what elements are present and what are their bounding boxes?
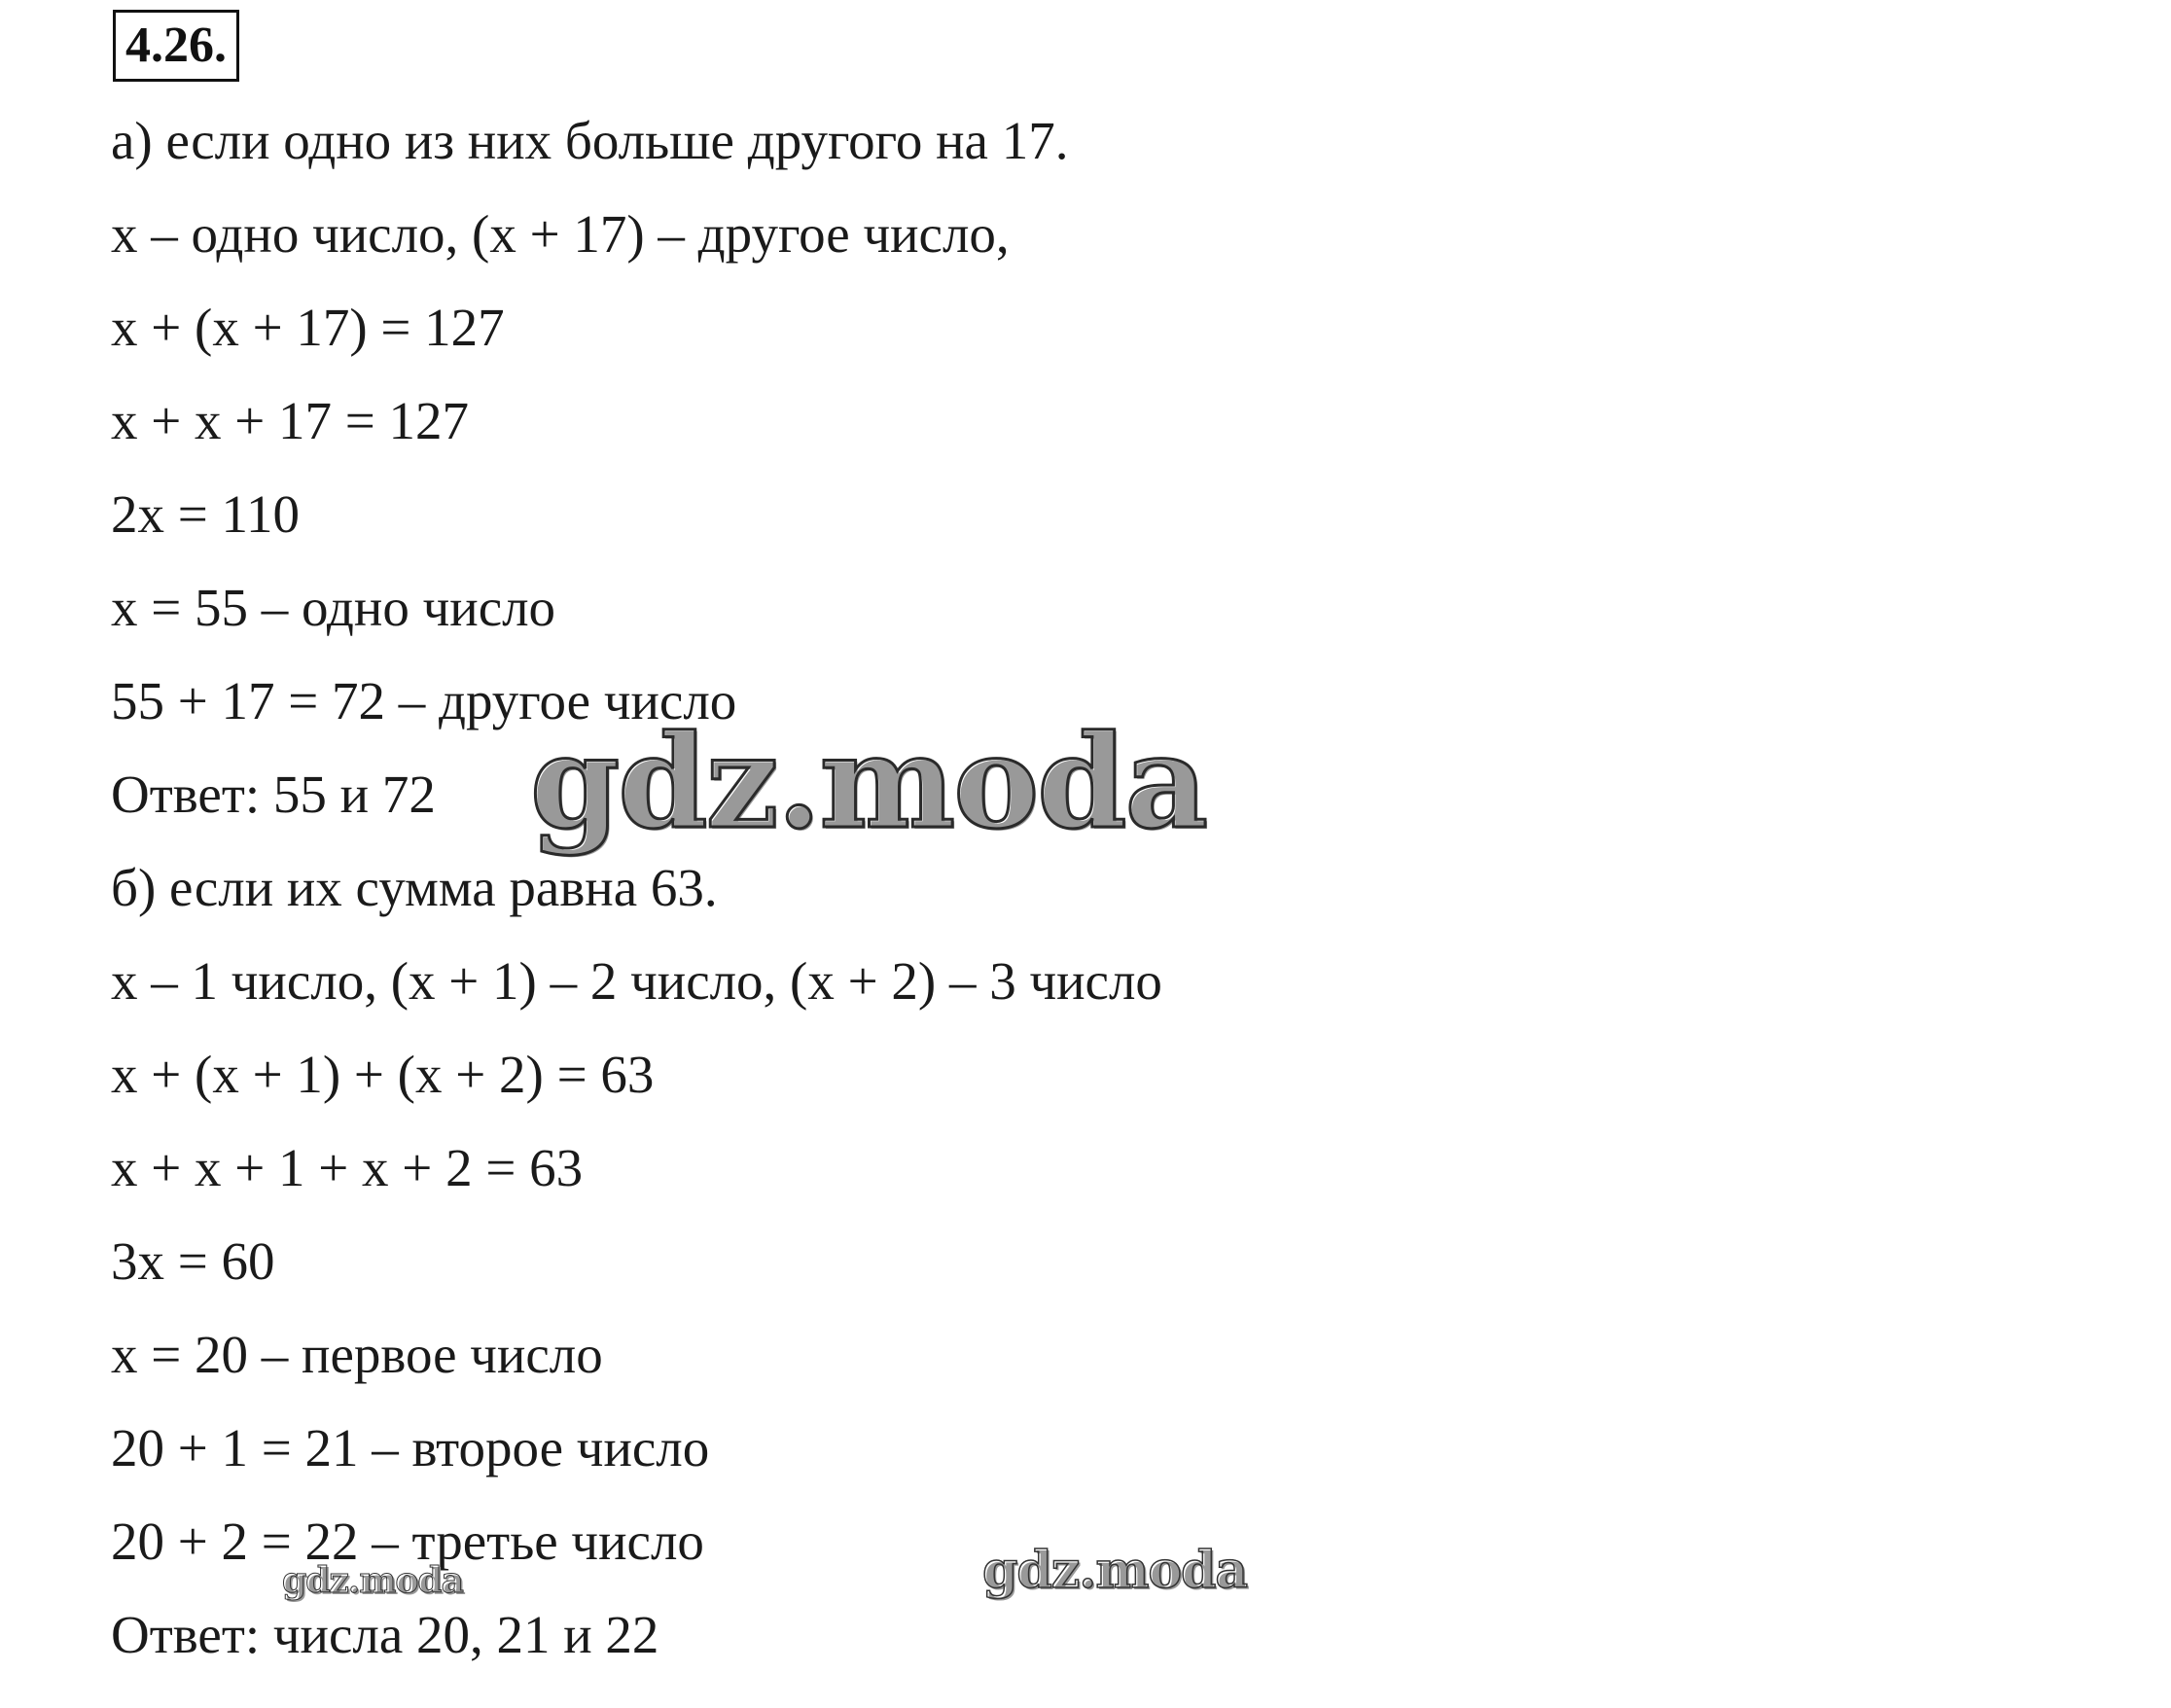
part-b-line: x + x + 1 + x + 2 = 63 bbox=[111, 1138, 584, 1197]
part-b-line: 3x = 60 bbox=[111, 1231, 275, 1291]
part-b-line: x – 1 число, (x + 1) – 2 число, (x + 2) – 3 число bbox=[111, 951, 1162, 1011]
watermark-main: gdz.moda bbox=[530, 707, 1207, 858]
part-b-line: x + (x + 1) + (x + 2) = 63 bbox=[111, 1045, 655, 1104]
part-a-line: x + x + 17 = 127 bbox=[111, 391, 470, 450]
task-number: 4.26. bbox=[113, 10, 239, 82]
part-b-line: x = 20 – первое число bbox=[111, 1325, 603, 1384]
part-a-condition: а) если одно из них больше другого на 17. bbox=[111, 111, 1069, 170]
part-a-line: x = 55 – одно число bbox=[111, 578, 556, 637]
part-a-line: 2x = 110 bbox=[111, 484, 300, 544]
part-b-line: 20 + 1 = 21 – второе число bbox=[111, 1418, 710, 1477]
part-b-answer: Ответ: числа 20, 21 и 22 bbox=[111, 1605, 659, 1664]
watermark-small-right: gdz.moda bbox=[982, 1541, 1248, 1600]
part-a-line: 55 + 17 = 72 – другое число bbox=[111, 671, 737, 730]
part-b-line: 20 + 2 = 22 – третье число bbox=[111, 1512, 704, 1571]
watermark-small-left: gdz.moda bbox=[282, 1560, 463, 1601]
part-a-line: x – одно число, (x + 17) – другое число, bbox=[111, 204, 1010, 264]
part-a-answer: Ответ: 55 и 72 bbox=[111, 765, 436, 824]
part-a-line: x + (x + 17) = 127 bbox=[111, 298, 505, 357]
part-b-condition: б) если их сумма равна 63. bbox=[111, 858, 718, 917]
